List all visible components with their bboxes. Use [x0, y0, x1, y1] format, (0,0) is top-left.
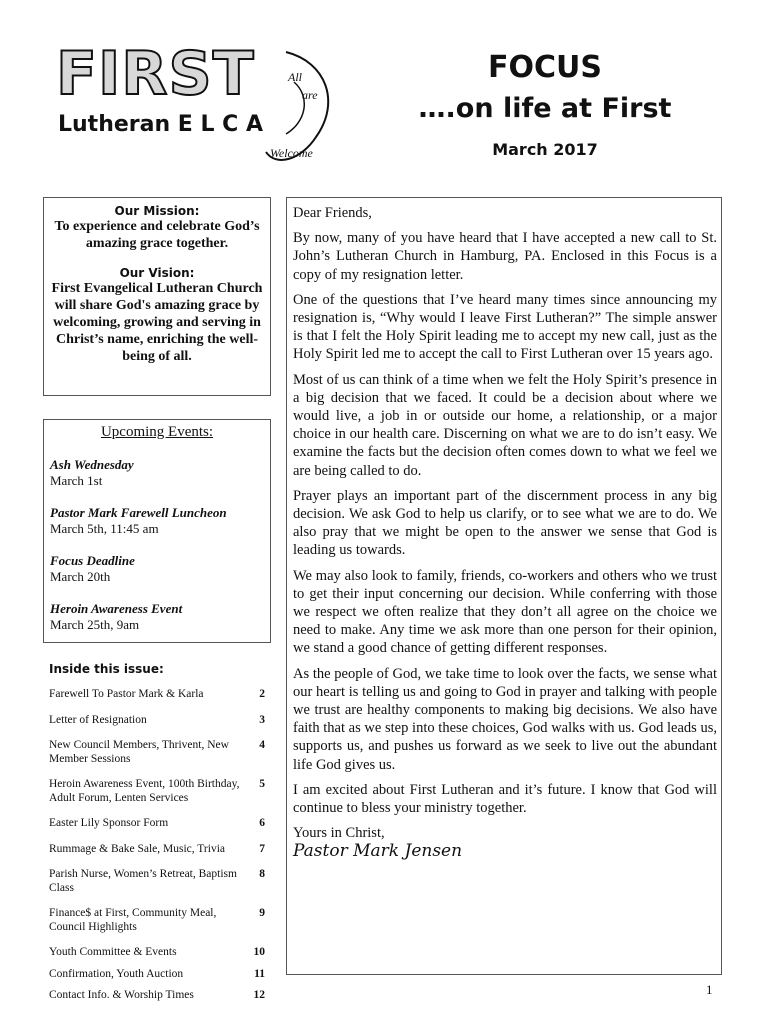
inside-heading: Inside this issue:: [49, 662, 164, 676]
toc-page: 9: [259, 907, 265, 919]
toc-item[interactable]: [49, 907, 269, 934]
toc-page: 3: [259, 713, 265, 726]
toc-title: Farewell To Pastor Mark & Karla: [49, 688, 204, 700]
toc-item[interactable]: [49, 968, 269, 982]
event-item: [50, 553, 270, 585]
letter-paragraph: As the people of God, we take time to look over the facts, we sense what our heart is telling us and going to God in prayer and talking with people we trust are healthy components to making big decisions. We also have faith that as we step into these choices, God walks with us. God leads us, supports us, and pushes us forward as we seek to live out the abundant life God gives us.: [293, 665, 717, 773]
toc-page: 8: [259, 868, 265, 880]
toc-page: 10: [253, 946, 265, 958]
toc-title: Rummage & Bake Sale, Music, Trivia: [49, 842, 226, 855]
toc-title: Letter of Resignation: [49, 713, 147, 726]
letter-paragraph: I am excited about First Lutheran and it’s future. I know that God will continue to bless your ministry together.: [293, 781, 717, 817]
vision-text: First Evangelical Lutheran Church will share God's amazing grace by welcoming, growing and serving in Christ’s name, enriching the well-being of all.: [51, 281, 263, 364]
newsletter-date: March 2017: [492, 140, 598, 159]
mission-heading: Our Mission:: [114, 204, 200, 218]
event-item: [50, 505, 270, 537]
letter-paragraph: We may also look to family, friends, co-workers and others who we trust to get their input concerning our decision. While conferring with those we respect we often realize that they don’t all agree on the choice we need to make. Any time we ask more than one person for their opinion, we stand a good chance of getting different responses.: [293, 567, 717, 657]
toc-item[interactable]: [49, 843, 269, 857]
logo-lutheran-text: Lutheran E L C A: [58, 112, 263, 137]
vision-heading: Our Vision:: [119, 266, 195, 280]
mission-text: To experience and celebrate God’s amazing grace together.: [54, 219, 260, 251]
toc-item[interactable]: [49, 714, 269, 728]
event-date: March 25th, 9am: [50, 617, 140, 632]
toc-page: 11: [254, 967, 265, 980]
letter-closing: Yours in Christ,: [293, 825, 385, 842]
event-name: Pastor Mark Farewell Luncheon: [50, 505, 227, 520]
toc-page: 7: [259, 842, 265, 855]
event-date: March 20th: [50, 569, 111, 584]
upcoming-events-box: [43, 419, 271, 643]
letter-greeting: Dear Friends,: [293, 205, 372, 221]
event-date: March 5th, 11:45 am: [50, 521, 159, 536]
event-date: March 1st: [50, 473, 103, 488]
letter-paragraph: One of the questions that I’ve heard many times since announcing my resignation is, “Why would I leave First Lutheran?” The simple answer is that I felt the Holy Spirit leading me to accept my new call, just as the Holy Spirit led me to accept the call to First Lutheran over 15 years ago.: [293, 291, 717, 363]
letter-paragraph: Most of us can think of a time when we felt the Holy Spirit’s presence in a big decision that we faced. It could be a decision about where we would live, a job in or outside our home, a relationship, or a major choice in our health care. Discerning on what we are to do isn’t easy. We examine the facts but the decision often comes down to what we feel we are being called to do.: [293, 371, 717, 479]
logo-word-all: All: [288, 70, 302, 84]
toc-page: 4: [259, 739, 265, 751]
toc-title: Easter Lily Sponsor Form: [49, 817, 169, 829]
toc-page: 2: [259, 688, 265, 700]
letter-paragraph: By now, many of you have heard that I have accepted a new call to St. John’s Lutheran Church in Hamburg, PA. Enclosed in this Focus is a copy of my resignation letter.: [293, 230, 717, 283]
toc-item[interactable]: [49, 778, 269, 805]
event-item: [50, 601, 270, 633]
toc-title: Finance$ at First, Community Meal, Council Highlights: [49, 907, 217, 933]
toc-title: Parish Nurse, Women’s Retreat, Baptism Class: [49, 868, 237, 894]
logo-first-text: FIRST: [56, 39, 255, 109]
pastor-letter: [286, 197, 722, 975]
events-heading: Upcoming Events:: [100, 424, 214, 440]
event-name: Ash Wednesday: [50, 457, 134, 472]
toc-page: 12: [253, 989, 265, 1001]
toc-title: Confirmation, Youth Auction: [49, 967, 184, 980]
logo-word-welcome: Welcome: [270, 146, 313, 160]
newsletter-subtitle: ….on life at First: [418, 93, 672, 124]
inside-this-issue: [49, 662, 269, 1003]
toc-item[interactable]: [49, 688, 269, 702]
mission-vision-box: [43, 197, 271, 396]
toc-item[interactable]: [49, 989, 269, 1003]
newsletter-title: FOCUS: [488, 50, 602, 85]
letter-paragraph: Prayer plays an important part of the discernment process in any big decision. We ask God to help us clarify, or to see what we are to do. We also pray that we might be open to the answer we sense that God is leading us towards.: [293, 487, 717, 559]
newsletter-header: [400, 50, 690, 160]
toc-item[interactable]: [49, 946, 269, 960]
toc-title: Contact Info. & Worship Times: [49, 989, 194, 1001]
event-item: [50, 457, 270, 489]
toc-item[interactable]: [49, 739, 269, 766]
logo-word-are: are: [302, 88, 318, 102]
toc-title: New Council Members, Thrivent, New Member Sessions: [49, 739, 229, 765]
church-logo: [56, 39, 336, 180]
page-number: 1: [706, 982, 713, 997]
toc-item[interactable]: [49, 817, 269, 831]
event-name: Focus Deadline: [50, 553, 135, 568]
toc-page: 5: [259, 778, 265, 790]
event-name: Heroin Awareness Event: [50, 601, 183, 616]
letter-signature: Pastor Mark Jensen: [293, 840, 463, 861]
toc-title: Heroin Awareness Event, 100th Birthday, Adult Forum, Lenten Services: [49, 778, 240, 804]
toc-item[interactable]: [49, 868, 269, 895]
toc-title: Youth Committee & Events: [49, 946, 177, 958]
toc-page: 6: [259, 817, 265, 829]
